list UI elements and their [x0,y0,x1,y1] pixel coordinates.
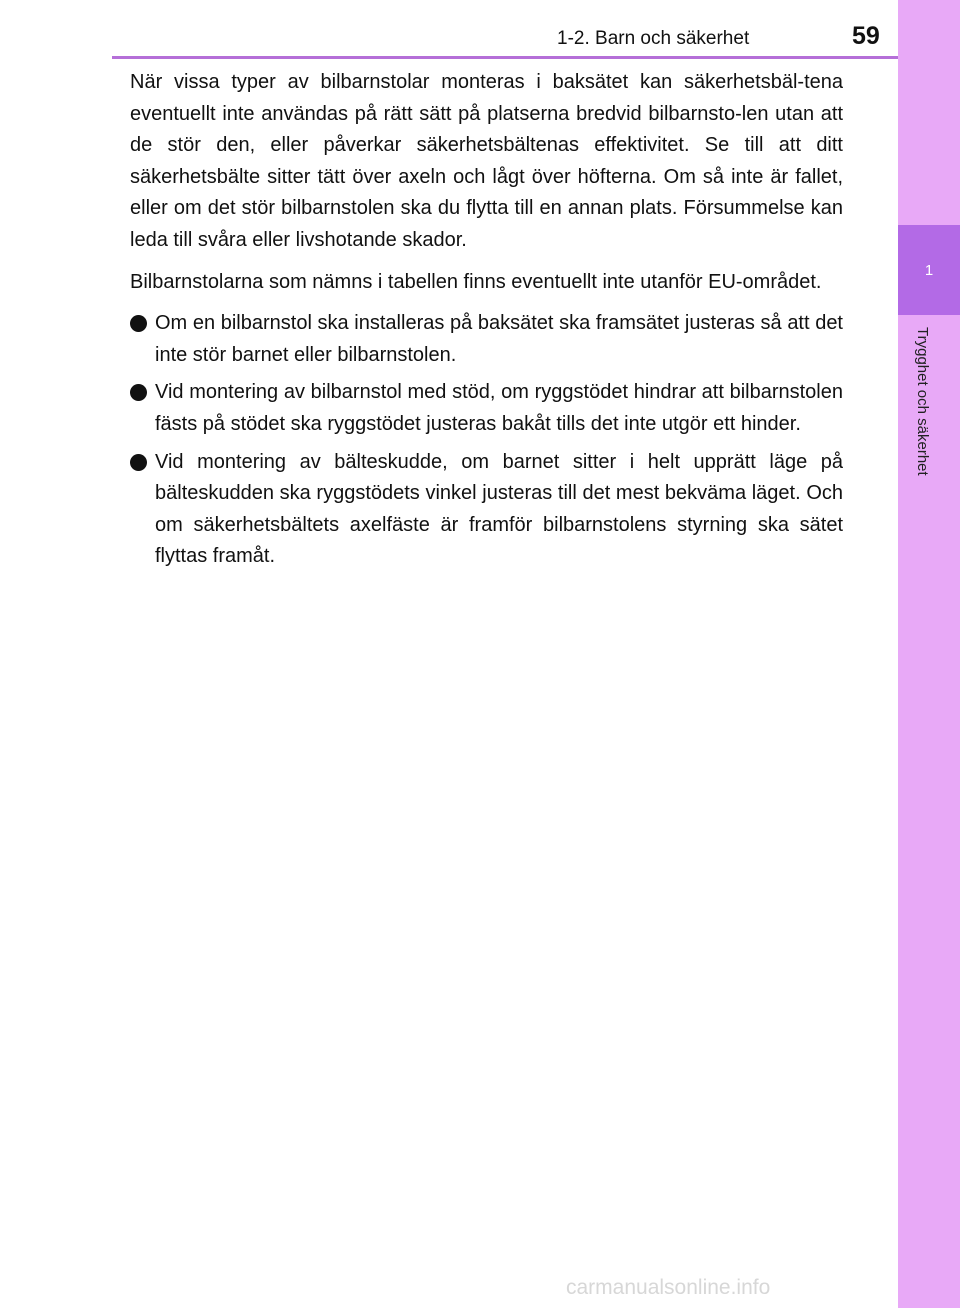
list-item-text: Vid montering av bälteskudde, om barnet sitter i helt upprätt läge på bälteskudden ska ryggstödets vinkel justeras till det mest bekväma läget. Och om säkerhetsbältets axelfäste är framför bilbarnstolens styrning ska sätet flyttas framåt. [155,450,843,568]
instruction-list [130,308,843,573]
chapter-title-vertical [914,327,949,537]
chapter-side-band [898,0,960,1308]
bullet-icon [130,384,147,401]
chapter-number: 1 [924,261,934,279]
list-item [130,377,843,440]
list-item [130,447,843,573]
chapter-title: Trygghet och säkerhet [914,327,931,476]
bullet-icon [130,315,147,332]
chapter-tab [898,225,960,315]
footer-watermark: carmanualsonline.info [566,1276,771,1299]
paragraph-eu-note: Bilbarnstolarna som nämns i tabellen finns eventuellt inte utanför EU-området. [130,270,822,293]
page-number: 59 [852,22,880,50]
list-item-text: Vid montering av bilbarnstol med stöd, om ryggstödet hindrar att bilbarnstolen fästs på stödet ska ryggstödet justeras bakåt tills det inte utgör ett hinder. [155,381,843,435]
page-content [130,67,843,579]
list-item-text: Om en bilbarnstol ska installeras på baksätet ska framsätet justeras så att det inte stör barnet eller bilbarnstolen. [155,312,843,366]
header-rule [112,56,898,59]
paragraph-intro: När vissa typer av bilbarnstolar monteras i baksätet kan säkerhetsbäl-tena eventuellt inte användas på rätt sätt på platserna bredvid bilbarnsto-len utan att de stör den, eller påverkar säkerhetsbältenas effektivitet. Se till att ditt säkerhetsbälte sitter tätt över axeln och lågt över höfterna. Om så inte är fallet, eller om det stör bilbarnstolen ska du flytta till en annan plats. Försummelse kan leda till svåra eller livshotande skador. [130,71,843,251]
list-item [130,308,843,371]
section-title: 1-2. Barn och säkerhet [557,28,750,49]
bullet-icon [130,454,147,471]
